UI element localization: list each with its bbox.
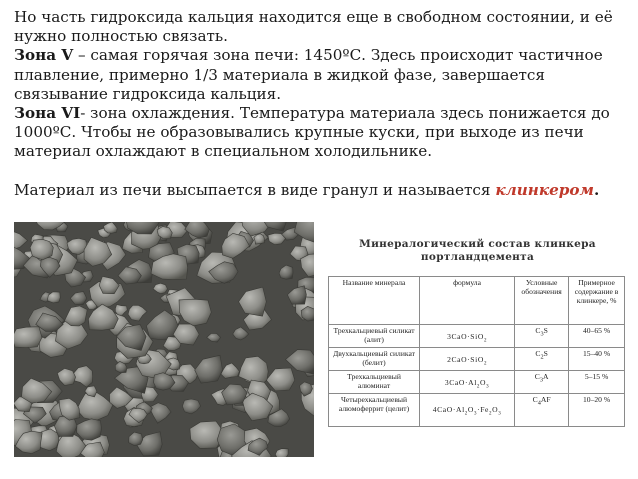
mineral-name: Четырехкальциевый алюмоферрит (целит) bbox=[329, 394, 420, 427]
header-content: Примерное содержание в клинкере, % bbox=[569, 277, 625, 325]
minerals-table bbox=[328, 276, 625, 427]
final-paragraph bbox=[14, 181, 629, 200]
clinker-photo bbox=[14, 222, 314, 457]
mineral-content: 40–65 % bbox=[569, 325, 625, 348]
mineral-code: $C_4AF$ bbox=[515, 394, 569, 427]
final-text: Материал из печи высыпается в виде гранул и называется bbox=[14, 180, 496, 199]
mineral-code: $C_2S$ bbox=[515, 348, 569, 371]
table-row bbox=[329, 348, 625, 371]
mineral-name: Трехкальциевый силикат (алит) bbox=[329, 325, 420, 348]
mineral-formula: $4CaO\cdot Al_2O_3\cdot Fe_2O_3$ bbox=[420, 394, 515, 427]
table-row bbox=[329, 371, 625, 394]
intro-paragraph: Но часть гидроксида кальция находится еще в свободном состоянии, и её нужно полностью связать. bbox=[14, 8, 613, 46]
header-name: Название минерала bbox=[329, 277, 420, 325]
header-formula: формула bbox=[420, 277, 515, 325]
table-title: Минералогический состав клинкера портландцемента bbox=[359, 238, 596, 263]
zone5-text: – самая горячая зона печи: 1450ºС. Здесь происходит частичное плавление, примерно 1/3 материала в жидкой фазе, завершается связывание гидроксида кальция. bbox=[14, 46, 603, 103]
zone6-label: Зона VI bbox=[14, 104, 81, 123]
table-header-row bbox=[329, 277, 625, 325]
mineral-formula: 3CaO·SiO$_2$ bbox=[420, 325, 515, 348]
header-code: Условные обозначения bbox=[515, 277, 569, 325]
mineral-code: $C_3S$ bbox=[515, 325, 569, 348]
zone6-paragraph bbox=[14, 104, 629, 162]
mineral-formula: 2CaO·SiO$_2$ bbox=[420, 348, 515, 371]
mineral-name: Двухкальциевый силикат (белит) bbox=[329, 348, 420, 371]
mineral-code: $C_3A$ bbox=[515, 371, 569, 394]
mineral-content: 10–20 % bbox=[569, 394, 625, 427]
clinker-stone bbox=[14, 327, 42, 348]
slide-text bbox=[14, 8, 629, 200]
mineral-name: Трехкальциевый алюминат bbox=[329, 371, 420, 394]
zone5-paragraph bbox=[14, 46, 629, 104]
clinker-highlight: клинкером bbox=[495, 180, 594, 199]
table-row bbox=[329, 394, 625, 427]
mineral-content: 5–15 % bbox=[569, 371, 625, 394]
mineral-formula: $3CaO\cdot Al_2O_3$ bbox=[420, 371, 515, 394]
mineral-content: 15–40 % bbox=[569, 348, 625, 371]
table-row bbox=[329, 325, 625, 348]
zone5-label: Зона V bbox=[14, 46, 74, 65]
final-end: . bbox=[593, 180, 600, 199]
zone6-text: - зона охлаждения. Температура материала здесь понижается до 1000ºС. Чтобы не образовывались крупные куски, при выходе из печи материал охлаждают в специальном холодильнике. bbox=[14, 104, 610, 161]
